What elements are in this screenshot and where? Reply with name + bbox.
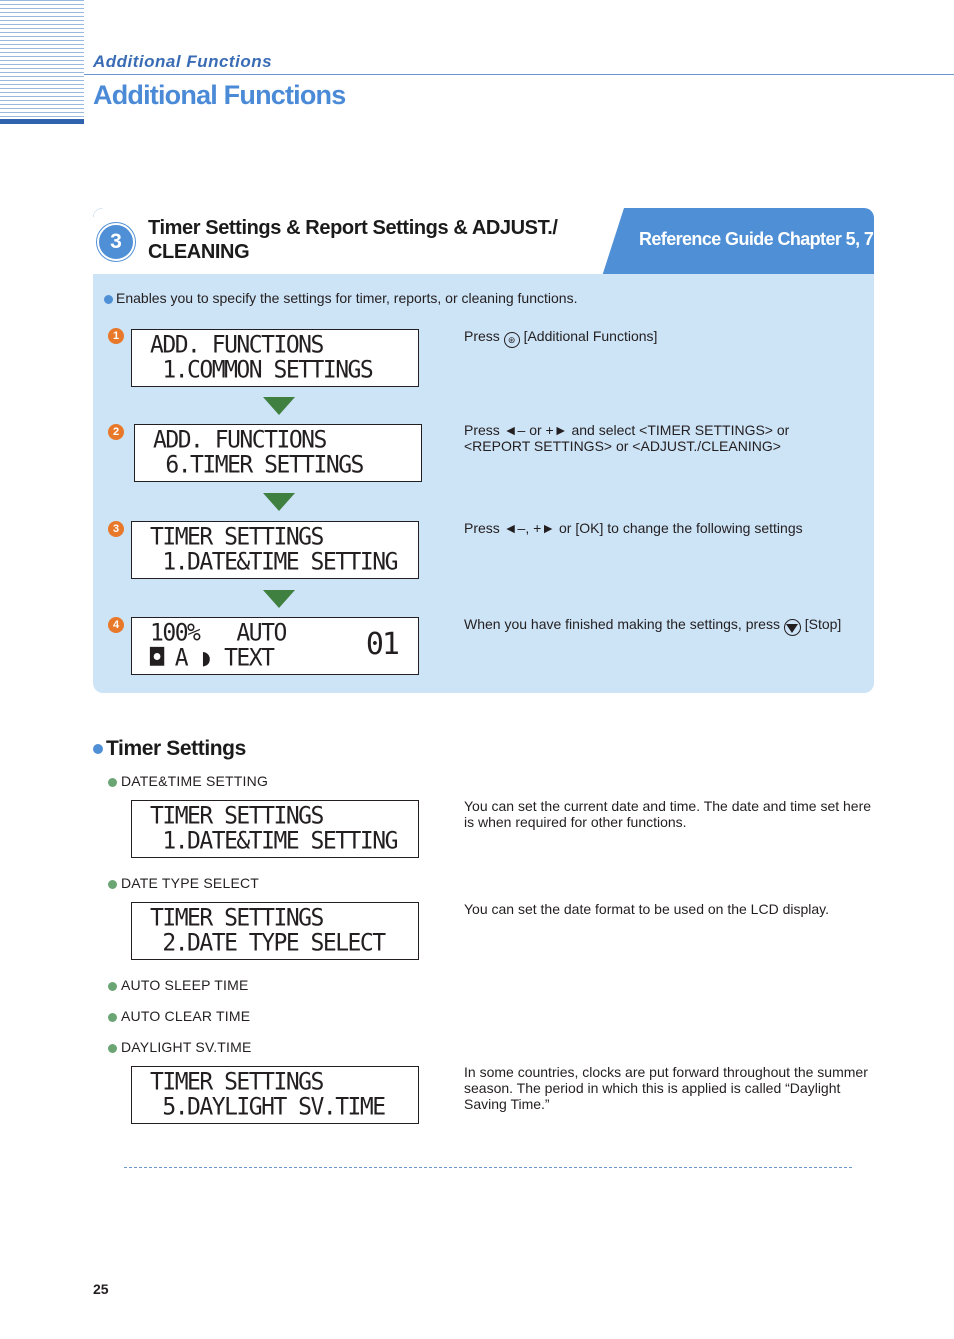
arrow-down-icon bbox=[263, 397, 295, 415]
lcd-display bbox=[131, 1066, 419, 1124]
lcd-line: ◘ A ◗ TEXT bbox=[150, 644, 274, 672]
bullet-icon bbox=[93, 744, 103, 754]
timer-settings-heading: Timer Settings bbox=[93, 737, 246, 761]
bullet-icon bbox=[104, 295, 113, 304]
lcd-display bbox=[134, 424, 422, 482]
lcd-line: 2.DATE TYPE SELECT bbox=[150, 929, 385, 957]
lcd-display bbox=[131, 902, 419, 960]
additional-functions-key-icon: ⊛ bbox=[504, 332, 520, 348]
panel-intro: Enables you to specify the settings for timer, reports, or cleaning functions. bbox=[104, 290, 577, 306]
bullet-icon bbox=[108, 880, 117, 889]
section-label: Additional Functions bbox=[93, 52, 273, 71]
lcd-line: ADD. FUNCTIONS bbox=[150, 331, 323, 359]
step-instruction: When you have finished making the settings, press [Stop] bbox=[464, 616, 841, 636]
step-badge: 4 bbox=[108, 617, 124, 633]
step-badge: 1 bbox=[108, 328, 124, 344]
setting-label: DAYLIGHT SV.TIME bbox=[108, 1039, 252, 1055]
lcd-line: 6.TIMER SETTINGS bbox=[153, 451, 363, 479]
arrow-down-icon bbox=[263, 493, 295, 511]
header-stripe-bar bbox=[0, 119, 84, 124]
lcd-display bbox=[131, 521, 419, 579]
lcd-copy-count: 01 bbox=[365, 627, 398, 662]
lcd-display bbox=[131, 800, 419, 858]
step-instruction: Press ◄– or +► and select <TIMER SETTINGS> or <REPORT SETTINGS> or <ADJUST./CLEANING> bbox=[464, 422, 790, 454]
lcd-line: 1.DATE&TIME SETTING bbox=[150, 827, 397, 855]
lcd-line: 5.DAYLIGHT SV.TIME bbox=[150, 1093, 385, 1121]
step-instruction: Press ⊛ [Additional Functions] bbox=[464, 328, 657, 348]
lcd-line: 1.DATE&TIME SETTING bbox=[150, 548, 397, 576]
setting-label: AUTO SLEEP TIME bbox=[108, 977, 249, 993]
header-stripes bbox=[0, 0, 84, 124]
header-rule bbox=[84, 74, 954, 75]
bullet-icon bbox=[108, 1044, 117, 1053]
page-number: 25 bbox=[93, 1281, 109, 1297]
lcd-line: 100% AUTO bbox=[150, 619, 286, 647]
arrow-down-icon bbox=[263, 590, 295, 608]
step-number-badge: 3 bbox=[97, 223, 135, 261]
lcd-display bbox=[131, 617, 419, 675]
lcd-line: TIMER SETTINGS bbox=[150, 802, 323, 830]
setting-label: AUTO CLEAR TIME bbox=[108, 1008, 250, 1024]
step-badge: 2 bbox=[108, 424, 124, 440]
setting-label: DATE&TIME SETTING bbox=[108, 773, 268, 789]
setting-description: You can set the current date and time. The date and time set here is when required for other functions. bbox=[464, 798, 872, 830]
lcd-line: 1.COMMON SETTINGS bbox=[150, 356, 373, 384]
lcd-line: TIMER SETTINGS bbox=[150, 904, 323, 932]
panel-title: Timer Settings & Report Settings & ADJUST./ CLEANING bbox=[148, 217, 558, 263]
bullet-icon bbox=[108, 1013, 117, 1022]
setting-label: DATE TYPE SELECT bbox=[108, 875, 259, 891]
step-badge: 3 bbox=[108, 521, 124, 537]
lcd-line: TIMER SETTINGS bbox=[150, 1068, 323, 1096]
lcd-display bbox=[131, 329, 419, 387]
lcd-line: TIMER SETTINGS bbox=[150, 523, 323, 551]
lcd-line: ADD. FUNCTIONS bbox=[153, 426, 326, 454]
stop-key-icon bbox=[784, 619, 801, 636]
bullet-icon bbox=[108, 778, 117, 787]
dashed-divider bbox=[124, 1167, 852, 1168]
setting-description: In some countries, clocks are put forward throughout the summer season. The period in which this is applied is called “Daylight Saving Time.” bbox=[464, 1064, 868, 1112]
bullet-icon bbox=[108, 982, 117, 991]
page-title: Additional Functions bbox=[93, 80, 346, 110]
step-instruction: Press ◄–, +► or [OK] to change the following settings bbox=[464, 520, 803, 536]
setting-description: You can set the date format to be used on the LCD display. bbox=[464, 901, 830, 917]
reference-guide-label: Reference Guide Chapter 5, 7 bbox=[639, 229, 874, 249]
